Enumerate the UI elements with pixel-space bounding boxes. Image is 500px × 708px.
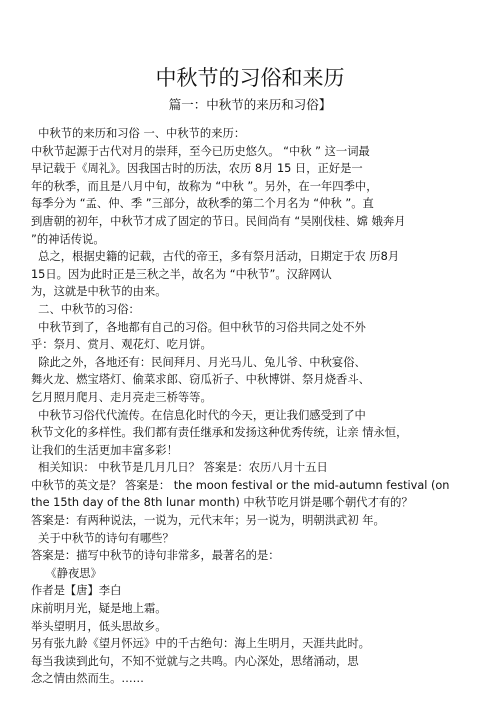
text-line: 床前明月光，疑是地上霜。 — [31, 602, 167, 616]
text-line: 中秋节的英文是？ 答案是： the moon festival or the mid-autumn festival (on — [31, 478, 450, 492]
text-line: 早记载于《周礼》。因我国古时的历法，农历 8月 15 日，正好是一 — [31, 162, 363, 176]
text-line: 二、中秋节的习俗： — [31, 302, 140, 316]
text-line: 乞月照月爬月、走月亮走三桥等等。 — [31, 390, 212, 404]
text-line: 秋节文化的多样性。我们都有责任继承和发扬这种优秀传统，让亲 情永恒， — [31, 426, 408, 440]
text-line: 《静夜思》 — [31, 566, 102, 580]
text-line: 每季分为 “孟、仲、季 ”三部分，故秋季的第二个月名为 “仲秋 ”。直 — [31, 197, 374, 211]
text-line: 为，这就是中秋节的由来。 — [31, 285, 167, 299]
text-line: 中秋节的来历和习俗 一、中秋节的来历： — [31, 127, 246, 140]
page-title: 中秋节的习俗和来历 — [155, 66, 345, 90]
text-line: 让我们的生活更加丰富多彩！ — [31, 443, 178, 457]
text-line: 中秋节到了，各地都有自己的习俗。但中秋节的习俗共同之处不外 — [31, 320, 366, 334]
text-line: 念之情由然而生。…… — [31, 672, 144, 686]
text-line: 中秋节起源于古代对月的崇拜，至今已历史悠久。 “中秋 ” 这一词最 — [31, 144, 370, 158]
text-line: 到唐朝的初年，中秋节才成了固定的节日。民间尚有 “吴刚伐桂、嫦 娥奔月 — [31, 214, 406, 228]
text-line: 答案是：描写中秋节的诗句非常多，最著名的是： — [31, 549, 280, 563]
text-line: 乎：祭月、赏月、观花灯、吃月饼。 — [31, 338, 212, 352]
text-line: 15日。因为此时正是三秋之半，故名为 “中秋节”。汉辞网认 — [31, 267, 332, 281]
text-line: 另有张九龄《望月怀远》中的千古绝句：海上生明月，天涯共此时。 — [31, 637, 370, 651]
page-subtitle: 篇一：中秋节的来历和习俗】 — [168, 97, 332, 112]
document-body — [31, 125, 473, 688]
text-line: 相关知识： 中秋节是几月几日？ 答案是：农历八月十五日 — [31, 461, 328, 475]
text-line: 总之，根据史籍的记载，古代的帝王，多有祭月活动，日期定于农 历8月 — [31, 250, 400, 264]
text-line: 除此之外，各地还有：民间拜月、月光马儿、兔儿爷、中秋宴俗、 — [31, 355, 366, 369]
text-line: the 15th day of the 8th lunar month) 中秋节吃月饼是哪个朝代才有的？ — [31, 496, 413, 510]
text-line: 作者是【唐】李白 — [31, 584, 122, 598]
text-line: 中秋节习俗代代流传。在信息化时代的今天，更让我们感受到了中 — [31, 408, 366, 422]
text-line: 答案是：有两种说法，一说为，元代末年；另一说为，明朝洪武初 年。 — [31, 514, 385, 528]
text-line: 舞火龙、燃宝塔灯、偷菜求郎、窃瓜祈子、中秋博饼、祭月烧香斗、 — [31, 373, 370, 387]
text-line: 关于中秋节的诗句有哪些？ — [31, 531, 174, 545]
text-line: 每当我读到此句，不知不觉就与之共鸣。内心深处，思绪涌动，思 — [31, 654, 359, 668]
text-line: 举头望明月，低头思故乡。 — [31, 619, 167, 633]
text-line: 年的秋季，而且是八月中旬，故称为 “中秋 ”。另外，在一年四季中， — [31, 179, 378, 193]
text-line: ”的神话传说。 — [31, 232, 105, 246]
